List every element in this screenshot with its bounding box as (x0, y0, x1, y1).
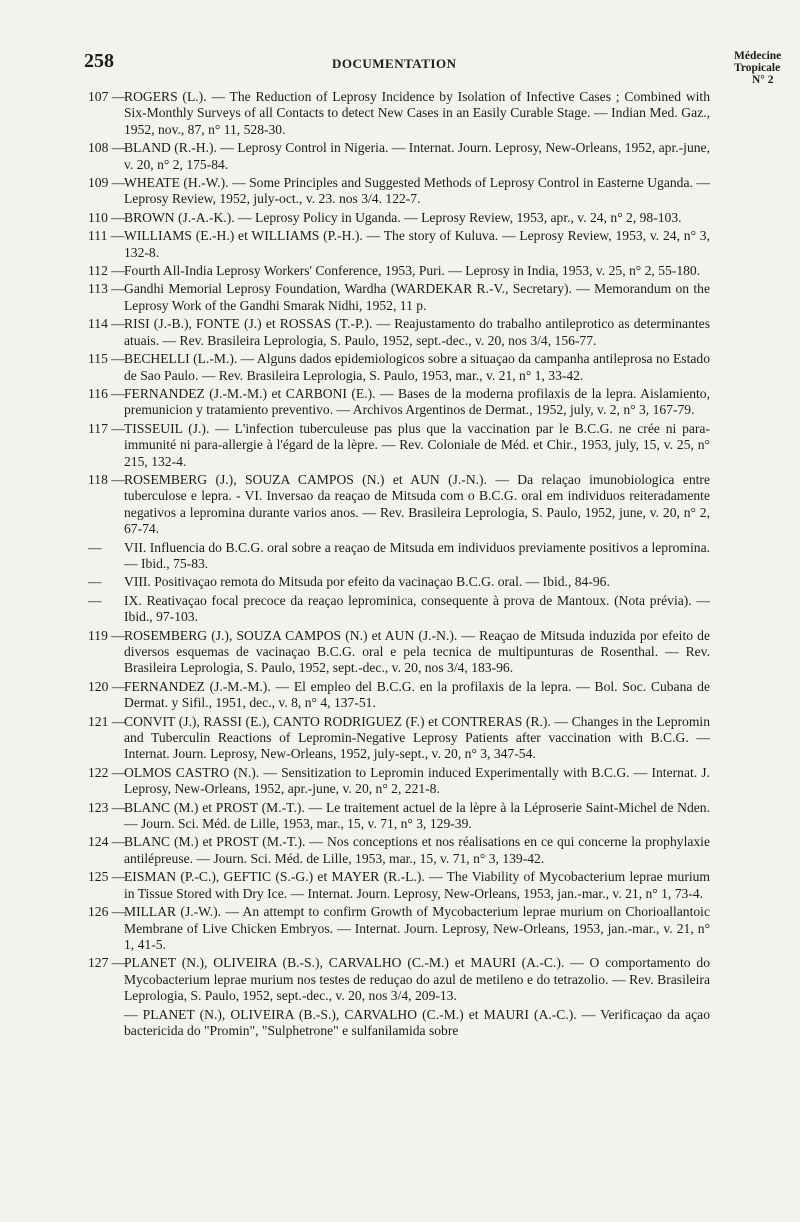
page-number: 258 (84, 50, 114, 72)
bibliography-entry (88, 540, 710, 573)
entry-text: CONVIT (J.), RASSI (E.), CANTO RODRIGUEZ (F.) et CONTRERAS (R.). — Changes in the Lepromin and Tuberculin Reactions of Lepromin-Negative Leprosy Patients after vaccination with B.C.G. — Internat. Journ. Leprosy, New-Orleans, 1952, july-sept., v. 20, n° 3, 347-54. (124, 713, 710, 762)
entry-text: Fourth All-India Leprosy Workers' Conference, 1953, Puri. — Leprosy in India, 1953, v. 25, n° 2, 55-180. (124, 263, 701, 279)
bibliography-entry (88, 834, 710, 867)
bibliography-entry (88, 800, 710, 833)
entry-number: — (88, 539, 102, 555)
entry-text: TISSEUIL (J.). — L'infection tuberculeuse pas plus que la vaccination par le B.C.G. ne crée ni para-immunité ni para-allergie à l'égard de la lèpre. — Rev. Coloniale de Méd. et Chir., 1953, july, 15, v. 25, n° 215, 132-4. (124, 420, 710, 469)
entry-text: VII. Influencia do B.C.G. oral sobre a reaçao de Mitsuda em individuos previamente positivos a lepromina. — Ibid., 75-83. (124, 539, 710, 571)
entry-text: RISI (J.-B.), FONTE (J.) et ROSSAS (T.-P.). — Reajustamento do trabalho antileprotico as determinantes atuais. — Rev. Brasileira Leprologia, S. Paulo, 1952, sept.-dec., v. 20, nos 3/4, 156-77. (124, 316, 710, 348)
bibliography-entry (88, 263, 710, 279)
entry-number: 124 — (88, 834, 126, 850)
entry-text: BLANC (M.) et PROST (M.-T.). — Nos conceptions et nos réalisations en ce qui concerne la prophylaxie antilépreuse. — Journ. Sci. Méd. de Lille, 1953, mar., 15, v. 71, n° 3, 139-42. (124, 834, 710, 866)
bibliography-list (88, 89, 710, 1041)
entry-number: 121 — (88, 713, 126, 729)
bibliography-entry (88, 175, 710, 208)
bibliography-entry (88, 955, 710, 1004)
journal-side-label (734, 50, 800, 86)
bibliography-entry (88, 1007, 710, 1040)
entry-text: PLANET (N.), OLIVEIRA (B.-S.), CARVALHO (C.-M.) et MAURI (A.-C.). — O comportamento do Mycobacterium leprae murium nos testes de reduçao do azul de metileno e do tetrazolio. — Rev. Brasileira Leprologia, S. Paulo, 1952, sept.-dec., v. 20, nos 3/4, 209-13. (124, 955, 710, 1004)
entry-number: 117 — (88, 420, 125, 436)
entry-number: 126 — (88, 904, 126, 920)
entry-number: 115 — (88, 351, 125, 367)
bibliography-entry (88, 89, 710, 138)
entry-text: OLMOS CASTRO (N.). — Sensitization to Lepromin induced Experimentally with B.C.G. — Internat. J. Leprosy, New-Orleans, 1952, apr.-june, v. 20, n° 2, 221-8. (124, 764, 710, 797)
bibliography-entry (88, 765, 710, 798)
entry-text: Gandhi Memorial Leprosy Foundation, Wardha (WARDEKAR R.-V., Secretary). — Memorandum on the Leprosy Work of the Gandhi Smarak Nidhi, 1952, 11 p. (124, 281, 710, 313)
entry-text: ROSEMBERG (J.), SOUZA CAMPOS (N.) et AUN (J.-N.). — Da relaçao imunobiologica entre tuberculose e lepra. - VI. Inversao da reaçao de Mitsuda com o B.C.G. oral em individuos reiteradamente negativos a lepromina durante varios anos. — Rev. Brasileira Leprologia, S. Paulo, 1952, june, v. 20, n° 2, 67-74. (124, 471, 710, 537)
bibliography-entry (88, 351, 710, 384)
entry-text: WILLIAMS (E.-H.) et WILLIAMS (P.-H.). — The story of Kuluva. — Leprosy Review, 1953, v. 24, n° 3, 132-8. (124, 228, 710, 260)
entry-text: ROGERS (L.). — The Reduction of Leprosy Incidence by Isolation of Infective Cases ; Combined with Six-Monthly Surveys of all Contacts to detect New Cases in an Easily Curable Stage. — Indian Med. Gaz., 1952, nov., 87, n° 11, 528-30. (124, 89, 710, 137)
entry-text: IX. Reativaçao focal precoce da reaçao leprominica, consequente à prova de Mantoux. (Nota prévia). — Ibid., 97-103. (124, 592, 710, 625)
bibliography-entry (88, 140, 710, 173)
bibliography-entry (88, 210, 710, 226)
bibliography-entry (88, 386, 710, 419)
bibliography-entry (88, 281, 710, 314)
bibliography-entry (88, 421, 710, 470)
entry-number: 113 — (88, 281, 125, 297)
side-line-1: Médecine (734, 50, 782, 62)
entry-text: WHEATE (H.-W.). — Some Principles and Suggested Methods of Leprosy Control in Easterne Uganda. — Leprosy Review, 1952, july-oct., v. 23. nos 3/4. 122-7. (124, 175, 710, 207)
bibliography-entry (88, 228, 710, 261)
entry-number: 118 — (88, 471, 125, 487)
entry-text: EISMAN (P.-C.), GEFTIC (S.-G.) et MAYER (R.-L.). — The Viability of Mycobacterium leprae murium in Tissue Stored with Dry Ice. — Internat. Journ. Leprosy, New-Orleans, 1953, jan.-mar., v. 21, n° 1, 73-4. (124, 869, 710, 901)
entry-number: 110 — (88, 209, 125, 225)
entry-text: BROWN (J.-A.-K.). — Leprosy Policy in Uganda. — Leprosy Review, 1953, apr., v. 24, n° 2, 98-103. (124, 209, 682, 225)
side-line-2: Tropicale (734, 62, 781, 74)
entry-number: — (88, 574, 102, 590)
entry-number: 123 — (88, 799, 126, 815)
bibliography-entry (88, 628, 710, 677)
bibliography-entry (88, 904, 710, 953)
entry-number: 109 — (88, 175, 126, 191)
entry-text: — PLANET (N.), OLIVEIRA (B.-S.), CARVALHO (C.-M.) et MAURI (A.-C.). — Verificaçao da açao bactericida do "Promin", "Sulphetrone" e sulfanilamida sobre (124, 1006, 710, 1038)
entry-text: FERNANDEZ (J.-M.-M.). — El empleo del B.C.G. en la profilaxis de la lepra. — Bol. Soc. Cubana de Dermat. y Sifil., 1951, dec., v. 8, n° 4, 137-51. (124, 678, 710, 711)
entry-number: 116 — (88, 385, 125, 401)
entry-number: 127 — (88, 955, 126, 971)
entry-number: 122 — (88, 764, 126, 780)
entry-text: ROSEMBERG (J.), SOUZA CAMPOS (N.) et AUN (J.-N.). — Reaçao de Mitsuda induzida por efeito de diversos esquemas de vacinaçao B.C.G. oral e pela tecnica de multipunturas de Rosenthal. — Rev. Brasileira Leprologia, S. Paulo, 1952, sept.-dec., v. 20, nos 3/4, 183-96. (124, 627, 710, 676)
entry-number: 114 — (88, 316, 125, 332)
entry-number: 112 — (88, 263, 125, 279)
entry-text: BECHELLI (L.-M.). — Alguns dados epidemiologicos sobre a situaçao da campanha antileprosa no Estado de Sao Paulo. — Rev. Brasileira Leprologia, S. Paulo, 1953, mar., v. 21, n° 1, 33-42. (124, 351, 710, 383)
running-title: DOCUMENTATION (332, 56, 457, 71)
entry-text: MILLAR (J.-W.). — An attempt to confirm Growth of Mycobacterium leprae murium on Chorioallantoic Membrane of Live Chicken Embryos. — Internat. Journ. Leprosy, New-Orleans, 1953, jan.-mar., v. 21, n° 1, 41-5. (124, 904, 710, 952)
bibliography-entry (88, 714, 710, 763)
entry-number: 119 — (88, 627, 125, 643)
entry-number: 107 — (88, 89, 126, 104)
entry-text: FERNANDEZ (J.-M.-M.) et CARBONI (E.). — Bases de la moderna profilaxis de la lepra. Aislamiento, premunicion y tratamiento preventivo. — Archivos Argentinos de Dermat., 1952, july, v. 2, n° 3, 167-79. (124, 385, 710, 418)
entry-text: BLAND (R.-H.). — Leprosy Control in Nigeria. — Internat. Journ. Leprosy, New-Orleans, 1952, apr.-june, v. 20, n° 2, 175-84. (124, 140, 710, 172)
entry-number: 108 — (88, 140, 126, 156)
entry-number: 120 — (88, 678, 126, 694)
entry-number: — (88, 592, 102, 608)
bibliography-entry (88, 679, 710, 712)
side-line-3: N° 2 (752, 74, 774, 86)
entry-text: VIII. Positivaçao remota do Mitsuda por efeito da vacinaçao B.C.G. oral. — Ibid., 84-96. (124, 574, 610, 590)
bibliography-entry (88, 574, 710, 590)
bibliography-entry (88, 316, 710, 349)
bibliography-entry (88, 472, 710, 538)
entry-number: 111 — (88, 228, 125, 244)
bibliography-entry (88, 593, 710, 626)
bibliography-entry (88, 869, 710, 902)
entry-text: BLANC (M.) et PROST (M.-T.). — Le traitement actuel de la lèpre à la Léproserie Saint-Michel de Nden. — Journ. Sci. Méd. de Lille, 1953, mar., 15, v. 71, n° 3, 129-39. (124, 799, 710, 832)
entry-number: 125 — (88, 869, 126, 885)
